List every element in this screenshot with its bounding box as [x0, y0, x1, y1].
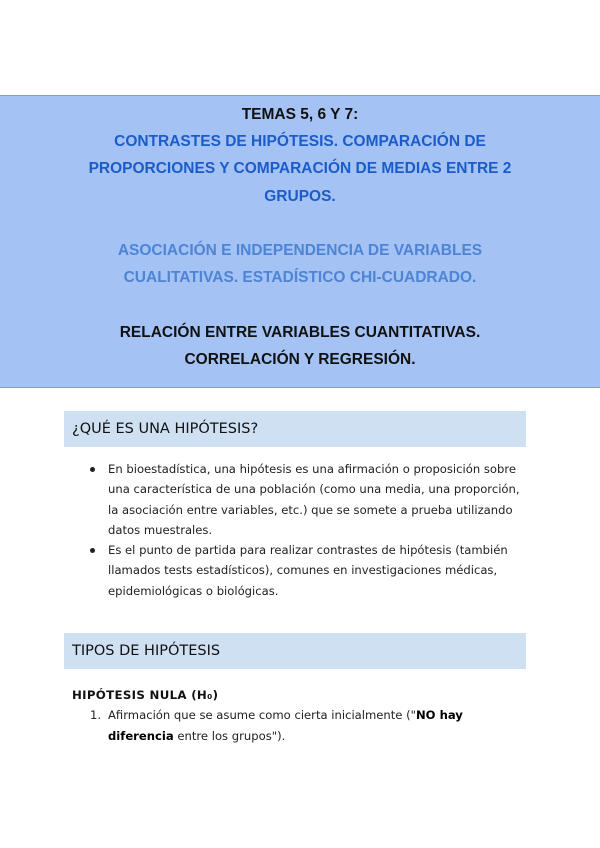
- banner-title-line: GRUPOS.: [264, 188, 336, 205]
- section-heading-what-is-hypothesis: ¿QUÉ ES UNA HIPÓTESIS?: [64, 411, 526, 447]
- banner-subtitle-line: ASOCIACIÓN E INDEPENDENCIA DE VARIABLES: [117, 242, 483, 259]
- item-text: [90, 705, 530, 747]
- item-text-end: entre los grupos").: [173, 729, 286, 743]
- bullet-text: Es el punto de partida para realizar contrastes de hipótesis (también llamados tests estadísticos), comunes en investigaciones médicas, epidemiológicas o biológicas.: [108, 543, 508, 598]
- banner-topics-line: TEMAS 5, 6 Y 7:: [241, 106, 359, 123]
- bullet-text: En bioestadística, una hipótesis es una afirmación o proposición sobre una característica de una población (como una media, una proporción, la asociación entre variables, etc.) que se somete a prueba utilizando datos muestrales.: [108, 462, 520, 537]
- list-item: [90, 459, 530, 540]
- banner-title-line: PROPORCIONES Y COMPARACIÓN DE MEDIAS ENTRE 2: [88, 160, 512, 177]
- numbered-list-item: [90, 705, 530, 747]
- title-banner: [0, 95, 600, 388]
- null-hypothesis-subheading: HIPÓTESIS NULA (H₀): [72, 688, 219, 702]
- item-text-start: Afirmación que se asume como cierta inicialmente (": [108, 708, 416, 722]
- list-item: [90, 540, 530, 601]
- item-text-bold: NO hay diferencia: [108, 708, 463, 743]
- item-number: 1.: [90, 708, 102, 722]
- banner-title-line: CONTRASTES DE HIPÓTESIS. COMPARACIÓN DE: [114, 133, 486, 150]
- banner-subtitle-line: CUALITATIVAS. ESTADÍSTICO CHI-CUADRADO.: [123, 269, 477, 286]
- section-heading-hypothesis-types: TIPOS DE HIPÓTESIS: [64, 633, 526, 669]
- hypothesis-bullet-list: [90, 459, 530, 601]
- bullet-icon: [90, 467, 95, 472]
- bullet-icon: [90, 548, 95, 553]
- banner-subtitle-line: RELACIÓN ENTRE VARIABLES CUANTITATIVAS.: [119, 324, 481, 341]
- banner-subtitle-line: CORRELACIÓN Y REGRESIÓN.: [184, 351, 416, 368]
